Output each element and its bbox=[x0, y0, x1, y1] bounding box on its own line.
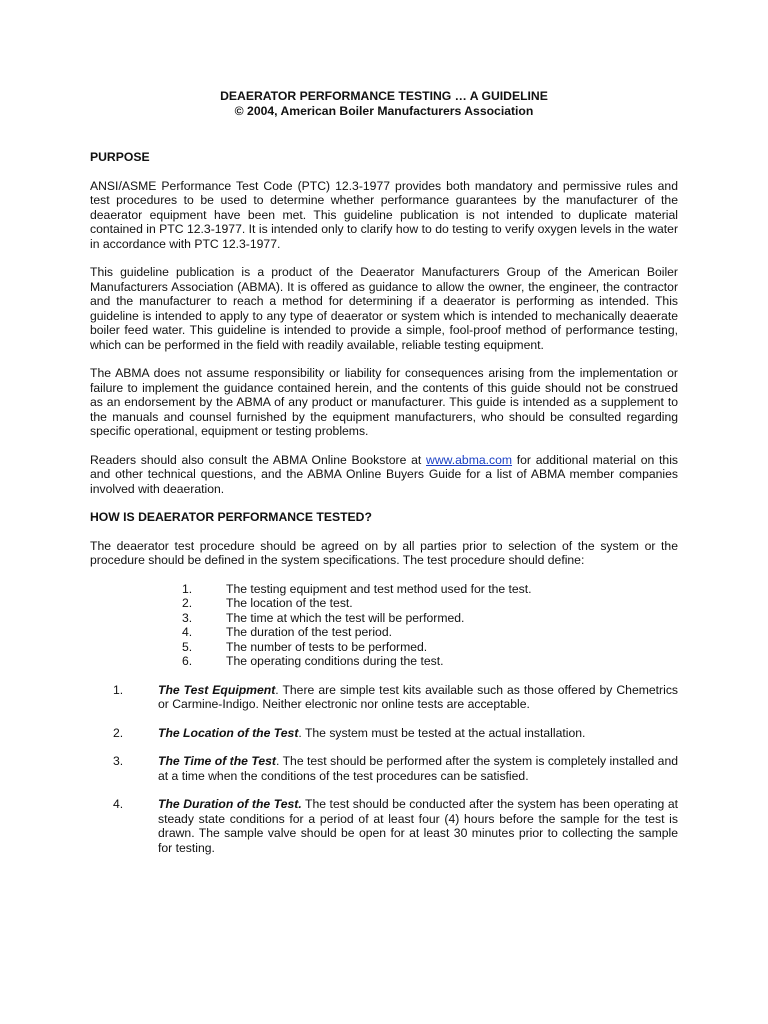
list-item bbox=[90, 654, 678, 669]
list-text: The number of tests to be performed. bbox=[226, 639, 428, 654]
purpose-paragraph-1: ANSI/ASME Performance Test Code (PTC) 12.3-1977 provides both mandatory and permissive rules and test procedures to be used to determine whether performance guarantees by the manufacturer of the deaerator equipment have been met. This guideline publication is not intended to duplicate material contained in PTC 12.3-1977. It is intended only to clarify how to do testing to verify oxygen levels in the water in accordance with PTC 12.3-1977. bbox=[90, 178, 678, 251]
detail-label: The Time of the Test bbox=[158, 754, 276, 768]
detail-body bbox=[158, 754, 678, 783]
purpose-paragraph-4 bbox=[90, 453, 678, 497]
purpose-paragraph-3: The ABMA does not assume responsibility or liability for consequences arising from the implementation or failure to implement the guidance contained herein, and the contents of this guide should not be construed as an endorsement by the ABMA of any product or manufacturer. This guide is intended as a supplement to the manuals and counsel furnished by the equipment manufacturers, who should be consulted regarding specific operational, equipment or testing problems. bbox=[90, 366, 678, 438]
detail-text: . The test should be performed after the system is completely installed and at a time when the conditions of the test procedures can be satisfied. bbox=[158, 754, 678, 783]
purpose-heading: PURPOSE bbox=[90, 150, 150, 164]
list-text: The location of the test. bbox=[226, 596, 353, 610]
document-content bbox=[90, 89, 678, 855]
procedure-list bbox=[90, 582, 678, 669]
list-number: 2. bbox=[182, 596, 193, 610]
detail-label: The Test Equipment bbox=[158, 682, 276, 697]
detail-text: . There are simple test kits available such as those offered by Chemetrics or Carmine-Indigo. Neither electronic nor online tests are acceptable. bbox=[158, 682, 679, 711]
detail-item-test-equipment bbox=[90, 683, 678, 712]
list-item bbox=[90, 582, 678, 597]
detail-item-time bbox=[90, 754, 678, 783]
list-number: 5. bbox=[182, 639, 193, 654]
detail-number: 1. bbox=[113, 682, 124, 697]
list-item bbox=[90, 640, 678, 655]
paragraph-4-tail: for additional material on this and other technical questions, and the ABMA Online Buyers Guide for a list of ABMA member companies involved with deaeration. bbox=[90, 452, 678, 496]
paragraph-4-lead: Readers should also consult the ABMA Online Bookstore at bbox=[90, 452, 427, 467]
list-item bbox=[90, 596, 678, 611]
detail-number: 2. bbox=[113, 725, 124, 740]
detail-text: The test should be conducted after the system has been operating at steady state conditions for a period of at least four (4) hours before the sample for the test is drawn. The sample valve should be open for at least 30 minutes prior to collecting the sample for testing. bbox=[158, 797, 678, 855]
how-tested-heading: HOW IS DEAERATOR PERFORMANCE TESTED? bbox=[90, 510, 372, 524]
list-text: The duration of the test period. bbox=[226, 625, 392, 639]
detail-body bbox=[158, 797, 678, 855]
list-number: 4. bbox=[182, 625, 193, 639]
detail-number: 4. bbox=[113, 797, 124, 811]
detail-body bbox=[158, 683, 678, 712]
detail-body bbox=[158, 726, 678, 741]
list-text: The operating conditions during the test. bbox=[226, 654, 444, 668]
abma-website-link[interactable]: www.abma.com bbox=[426, 452, 513, 467]
list-item bbox=[90, 625, 678, 640]
list-text: The testing equipment and test method used for the test. bbox=[226, 581, 532, 596]
detail-item-duration bbox=[90, 797, 678, 855]
copyright-line: © 2004, American Boiler Manufacturers Association bbox=[234, 103, 534, 118]
detail-text: . The system must be tested at the actual installation. bbox=[298, 725, 586, 740]
detail-label: The Duration of the Test. bbox=[158, 797, 302, 811]
detail-item-location bbox=[90, 726, 678, 741]
list-number: 3. bbox=[182, 610, 193, 625]
how-tested-intro: The deaerator test procedure should be agreed on by all parties prior to selection of the system or the procedure should be defined in the system specifications. The test procedure should define: bbox=[90, 538, 678, 567]
detail-label: The Location of the Test bbox=[158, 725, 299, 740]
purpose-paragraph-2: This guideline publication is a product of the Deaerator Manufacturers Group of the American Boiler Manufacturers Association (ABMA). It is offered as guidance to allow the owner, the engineer, the contractor and the manufacturer to reach a method for determining if a deaerator is performing as intended. This guideline is intended to apply to any type of deaerator or system which is intended to mechanically deaerate boiler feed water. This guideline is intended to provide a simple, fool-proof method of performance testing, which can be performed in the field with readily available, reliable testing equipment. bbox=[90, 265, 678, 352]
list-number: 6. bbox=[182, 654, 193, 668]
list-text: The time at which the test will be performed. bbox=[226, 610, 465, 625]
list-number: 1. bbox=[182, 581, 193, 596]
document-title: DEAERATOR PERFORMANCE TESTING … A GUIDELINE bbox=[220, 89, 548, 103]
list-item bbox=[90, 611, 678, 626]
detail-number: 3. bbox=[113, 754, 124, 768]
